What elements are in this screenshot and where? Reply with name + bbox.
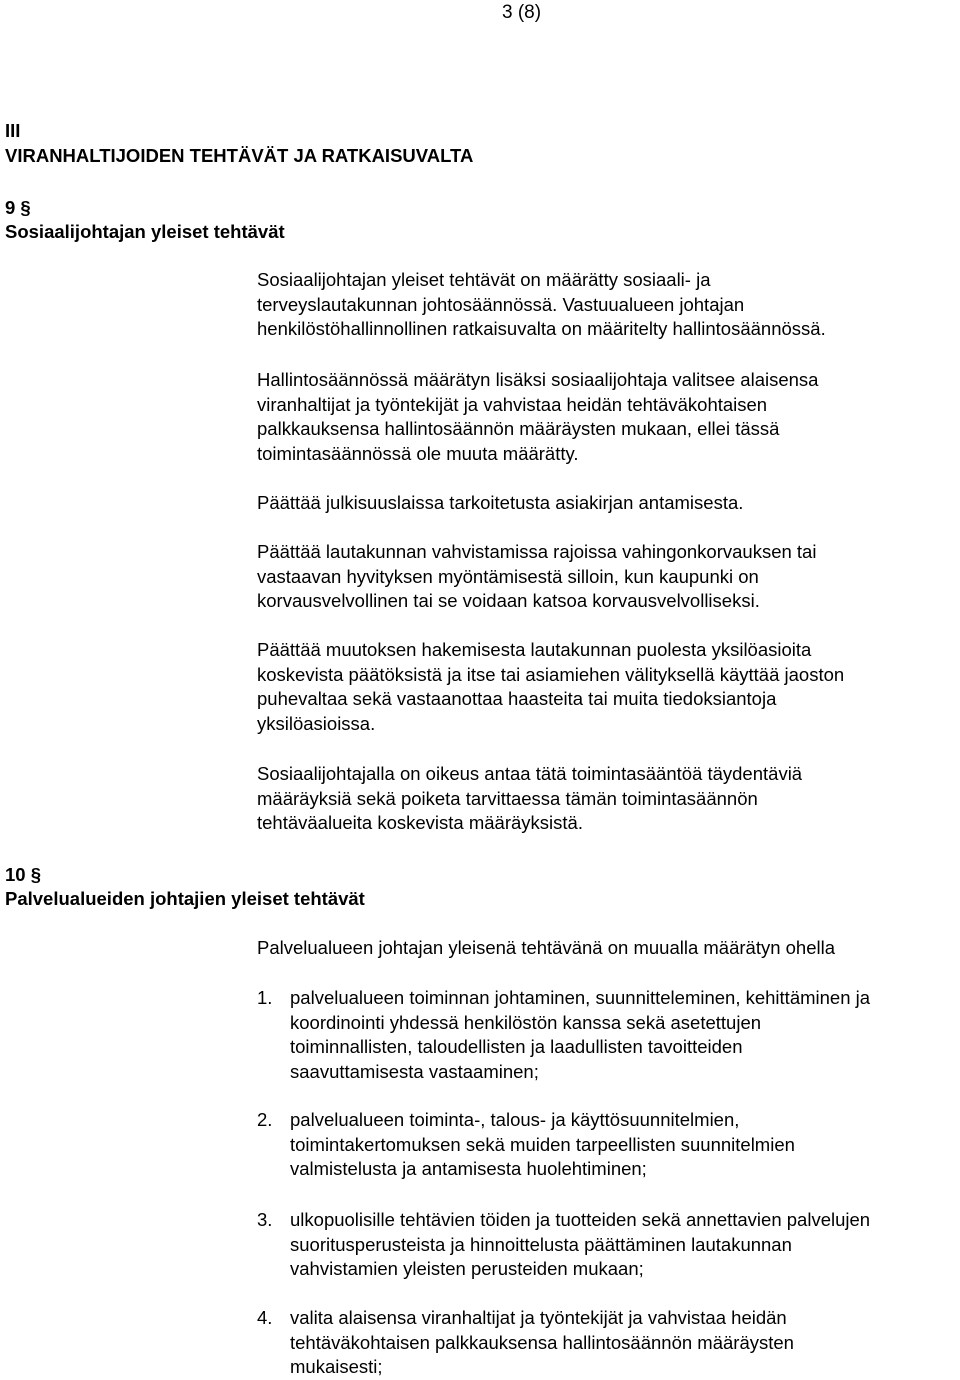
- section-9-paragraph-1: Sosiaalijohtajan yleiset tehtävät on määrätty sosiaali- ja terveyslautakunnan johtosäännössä. Vastuualueen johtajan henkilöstöhallinnollinen ratkaisuvalta on määritelty hallintosäännössä.: [257, 269, 826, 339]
- section-9-paragraph-5: Päättää muutoksen hakemisesta lautakunnan puolesta yksilöasioita koskevista päätöksistä ja itse tai asiamiehen välityksellä käyttää jaoston puhevaltaa sekä vastaanottaa haasteita tai muita tiedoksiantoja yksilöasioissa.: [257, 639, 845, 734]
- section-9-paragraph-3: Päättää julkisuuslaissa tarkoitetusta asiakirjan antamisesta.: [257, 492, 744, 513]
- section-9-paragraph-2: Hallintosäännössä määrätyn lisäksi sosiaalijohtaja valitsee alaisensa viranhaltijat ja työntekijät ja vahvistaa heidän tehtäväkohtaisen palkkauksensa hallintosäännön määräysten mukaan, ellei tässä toimintasäännössä ole muuta määrätty.: [257, 369, 819, 464]
- list-item-2-number: 2.: [257, 1109, 273, 1130]
- section-10-number: 10 §: [5, 864, 42, 885]
- list-item-4: valita alaisensa viranhaltijat ja työntekijät ja vahvistaa heidän tehtäväkohtaisen palkkauksensa hallintosäännön määräysten mukaisesti;: [290, 1307, 794, 1377]
- list-item-2: palvelualueen toiminta-, talous- ja käyttösuunnitelmien, toimintakertomuksen sekä muiden tarpeellisten suunnitelmien valmistelusta ja antamisesta huolehtiminen;: [290, 1109, 795, 1179]
- section-9-title: Sosiaalijohtajan yleiset tehtävät: [5, 221, 285, 242]
- chapter-title: VIRANHALTIJOIDEN TEHTÄVÄT JA RATKAISUVALTA: [5, 145, 474, 166]
- section-10-title: Palvelualueiden johtajien yleiset tehtävät: [5, 888, 365, 909]
- list-item-1-number: 1.: [257, 987, 273, 1008]
- page-number: 3 (8): [502, 2, 542, 23]
- list-item-1: palvelualueen toiminnan johtaminen, suunnitteleminen, kehittäminen ja koordinointi yhdessä henkilöstön kanssa sekä asetettujen toiminnallisten, taloudellisten ja laadullisten tavoitteiden saavuttamisesta vastaaminen;: [290, 987, 871, 1082]
- section-9-paragraph-6: Sosiaalijohtajalla on oikeus antaa tätä toimintasääntöä täydentäviä määräyksiä sekä poiketa tarvittaessa tämän toimintasäännön tehtäväalueita koskevista määräyksistä.: [257, 763, 803, 833]
- list-item-4-number: 4.: [257, 1307, 273, 1328]
- chapter-number: III: [5, 120, 21, 141]
- list-item-3-number: 3.: [257, 1209, 273, 1230]
- section-9-number: 9 §: [5, 197, 31, 218]
- section-9-paragraph-4: Päättää lautakunnan vahvistamissa rajoissa vahingonkorvauksen tai vastaavan hyvityksen myöntämisestä silloin, kun kaupunki on korvausvelvollinen tai se voidaan katsoa korvausvelvolliseksi.: [257, 541, 817, 611]
- list-item-3: ulkopuolisille tehtävien töiden ja tuotteiden sekä annettavien palvelujen suoritusperusteista ja hinnoittelusta päättäminen lautakunnan vahvistamien yleisten perusteiden mukaan;: [290, 1209, 871, 1279]
- section-10-intro: Palvelualueen johtajan yleisenä tehtävänä on muualla määrätyn ohella: [257, 937, 836, 958]
